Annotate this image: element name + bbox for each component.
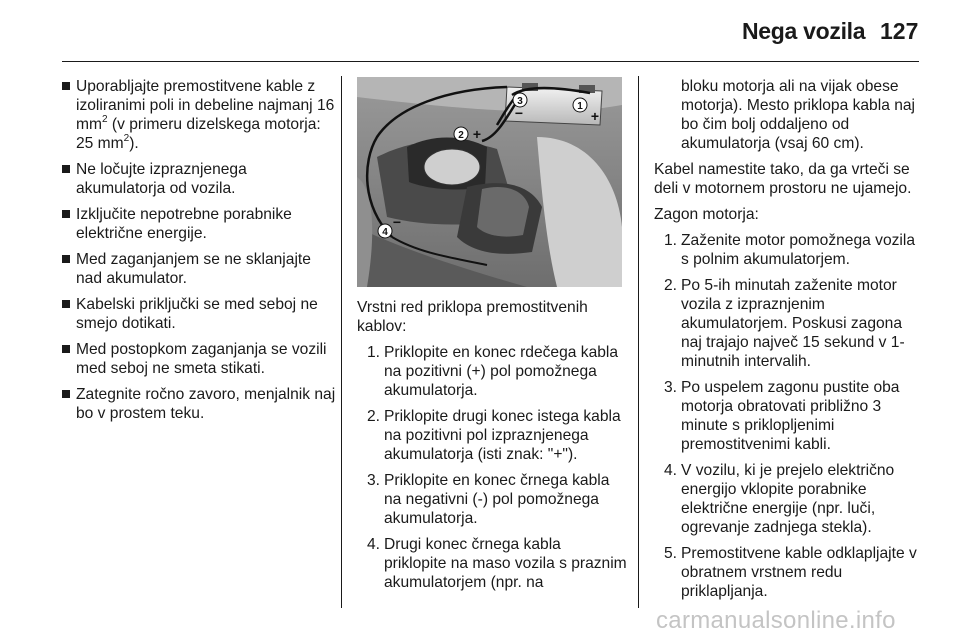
bullet-square-icon [62,345,70,353]
header-divider [62,61,919,62]
middle-column [357,298,627,599]
list-item: 4. V vozilu, ki je prejelo električno energijo vklopite porabnike električne energije (npr. luči, ogrevanje zadnjega stekla). [664,462,895,536]
svg-text:+: + [590,108,600,124]
bullet-square-icon [62,210,70,218]
list-item: 2. Po 5-ih minutah zaženite motor vozila z izpraznjenim akumulatorjem. Poskusi zagona naj trajajo največ 15 sekund v 1-minutnih intervalih. [664,277,905,370]
page-title: Nega vozila [742,18,866,44]
column-divider-left [341,76,342,608]
list-item: 2. Priklopite drugi konec istega kabla na pozitivni pol izpraznjenega akumulatorja (isti znak: "+"). [367,408,621,463]
svg-text:−: − [514,105,524,121]
svg-text:2: 2 [458,130,464,141]
svg-text:3: 3 [517,96,523,107]
list-item: Zategnite ročno zavoro, menjalnik naj bo v prostem teku. [62,385,336,423]
precautions-list [62,77,336,423]
svg-text:+: + [472,126,482,142]
connection-steps-list [357,343,627,592]
watermark: carmanualsonline.info [656,607,896,634]
list-item: Izključite nepotrebne porabnike električne energije. [62,205,336,243]
jump-start-photo [357,77,622,287]
list-item: 1. Priklopite en konec rdečega kabla na pozitivni (+) pol pomožnega akumulatorja. [367,344,619,399]
bullet-square-icon [62,300,70,308]
list-item: 3. Priklopite en konec črnega kabla na negativni (-) pol pomožnega akumulatorja. [367,472,610,527]
page-number: 127 [880,18,919,44]
list-item: Uporabljajte premostitvene kable z izoliranimi poli in debeline najmanj 16 $mm^2$ (v primeru dizelskega motorja: 25 $mm^2$). [62,77,336,153]
list-item: 1. Zaženite motor pomožnega vozila s polnim akumulatorjem. [664,232,916,268]
right-column [654,77,926,608]
list-item: Med zaganjanjem se ne sklanjajte nad akumulator. [62,250,336,288]
list-item: Med postopkom zaganjanja se vozili med seboj ne smeta stikati. [62,340,336,378]
list-item: 4. Drugi konec črnega kabla priklopite na maso vozila s praznim akumulatorjem (npr. na [367,536,627,591]
bullet-square-icon [62,82,70,90]
step-continuation: bloku motorja ali na vijak obese motorja). Mesto priklopa kabla naj bo čim bolj oddaljeno od akumulatorja (vsaj 60 cm). [681,78,916,152]
svg-text:−: − [392,214,402,230]
engine-start-heading: Zagon motorja: [654,206,759,223]
engine-start-steps-list [654,231,926,601]
bullet-square-icon [62,165,70,173]
list-item: 5. Premostitvene kable odklapljajte v obratnem vrstnem redu priklapljanja. [664,545,917,600]
svg-text:4: 4 [382,227,388,238]
cable-placement-note: Kabel namestite tako, da ga vrteči se deli v motornem prostoru ne ujamejo. [654,161,912,197]
column-divider-right [638,76,639,608]
list-item: Kabelski priključki se med seboj ne smejo dotikati. [62,295,336,333]
left-column [62,77,336,430]
connection-order-intro: Vrstni red priklopa premostitvenih kablov: [357,299,588,335]
bullet-square-icon [62,255,70,263]
svg-text:1: 1 [577,101,583,112]
list-item: Ne ločujte izpraznjenega akumulatorja od vozila. [62,160,336,198]
bullet-square-icon [62,390,70,398]
list-item: 3. Po uspelem zagonu pustite oba motorja obratovati približno 3 minute s priklopljenimi premostitvenimi kabli. [664,379,900,453]
